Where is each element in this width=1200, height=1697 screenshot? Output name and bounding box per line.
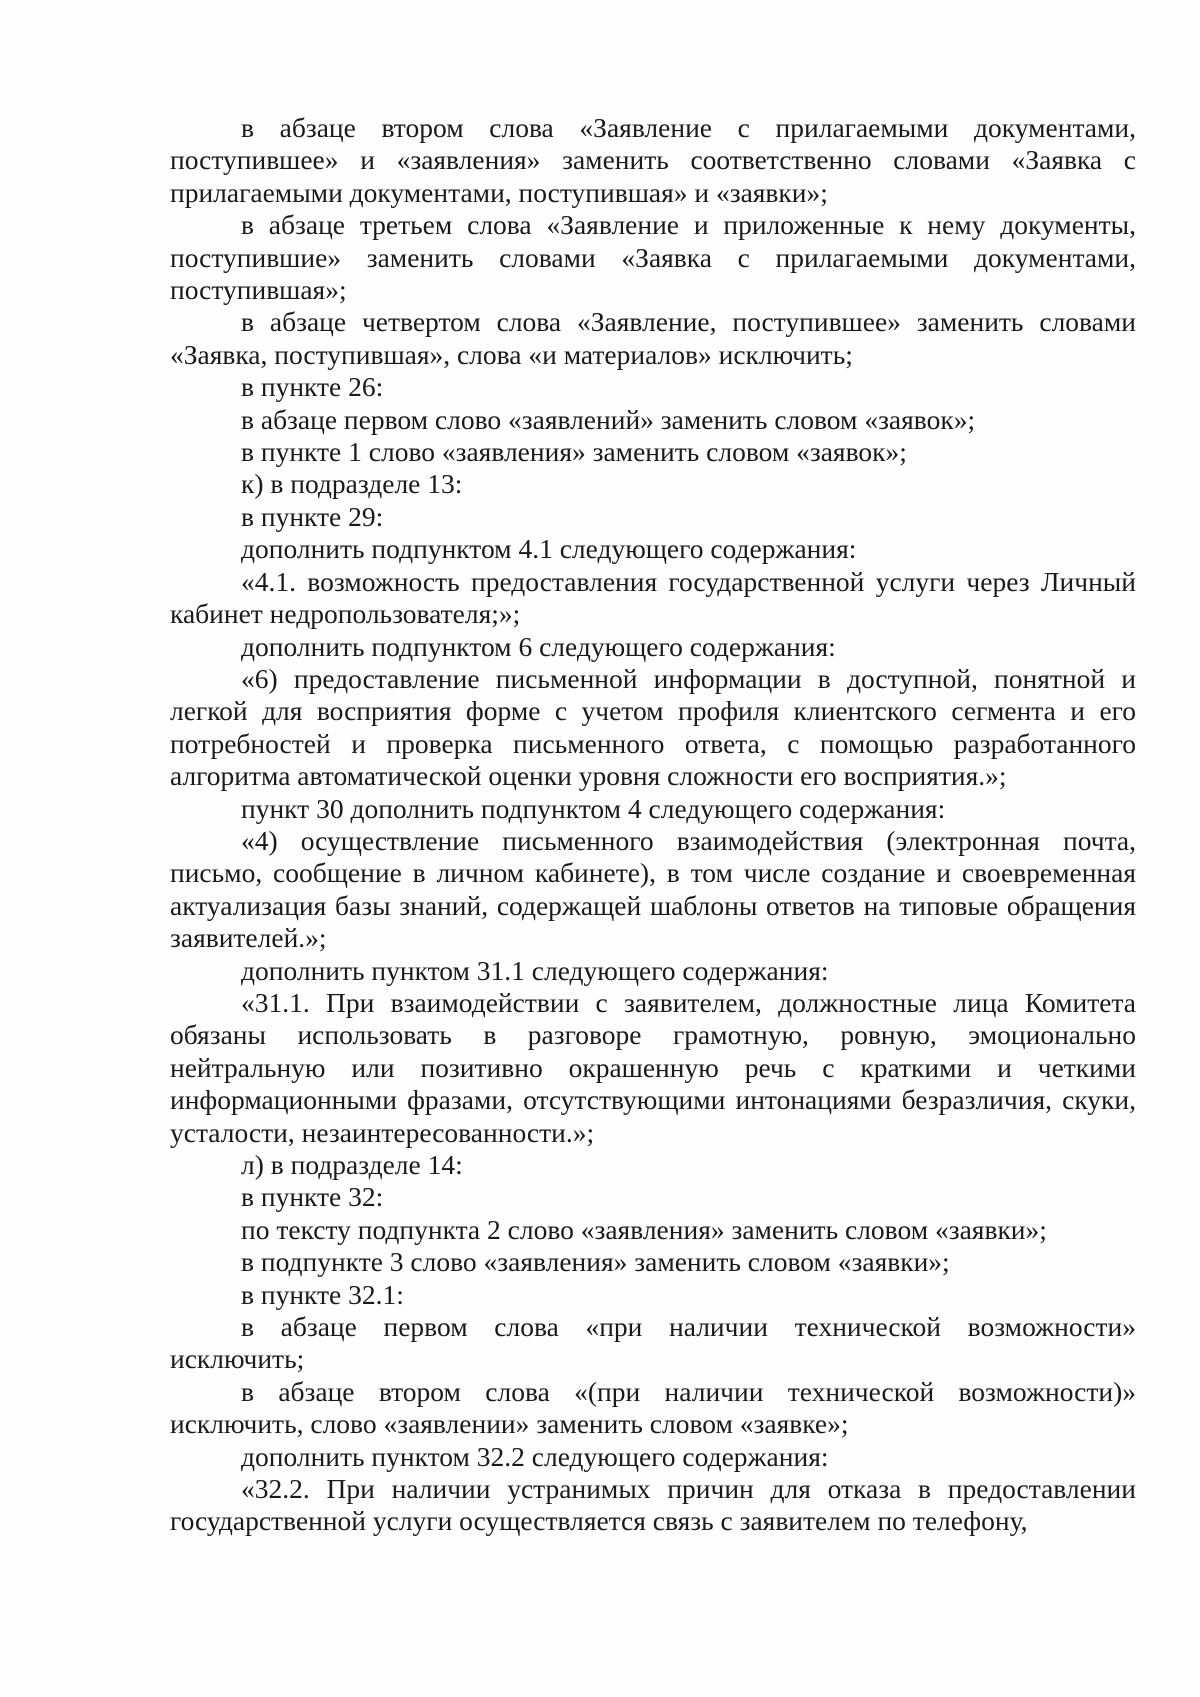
- paragraph: в подпункте 3 слово «заявления» заменить словом «заявки»;: [241, 1246, 950, 1278]
- document-body: [170, 112, 1136, 1538]
- paragraph: в абзаце четвертом слова «Заявление, поступившее» заменить словами «Заявка, поступившая», слова «и материалов» исключить;: [170, 306, 1136, 370]
- paragraph: дополнить подпунктом 4.1 следующего содержания:: [241, 533, 857, 565]
- paragraph: дополнить пунктом 32.2 следующего содержания:: [241, 1440, 829, 1472]
- paragraph: пункт 30 дополнить подпунктом 4 следующего содержания:: [241, 792, 946, 824]
- paragraph: в абзаце третьем слова «Заявление и приложенные к нему документы, поступившие» заменить словами «Заявка с прилагаемыми документами, поступившая»;: [170, 209, 1136, 306]
- paragraph: к) в подразделе 13:: [241, 468, 463, 500]
- paragraph: в абзаце втором слова «Заявление с прилагаемыми документами, поступившее» и «заявления» заменить соответственно словами «Заявка с прилагаемыми документами, поступившая» и «заявки»;: [170, 112, 1136, 208]
- paragraph: в абзаце втором слова «(при наличии технической возможности)» исключить, слово «заявлении» заменить словом «заявке»;: [170, 1375, 1136, 1440]
- paragraph: «4) осуществление письменного взаимодействия (электронная почта, письмо, сообщение в личном кабинете), в том числе создание и своевременная актуализация базы знаний, содержащей шаблоны ответов на типовые обращения заявителей.»;: [170, 824, 1136, 954]
- paragraph: по тексту подпункта 2 слово «заявления» заменить словом «заявки»;: [241, 1213, 1047, 1245]
- paragraph: дополнить подпунктом 6 следующего содержания:: [241, 630, 836, 662]
- paragraph: в пункте 29:: [241, 500, 384, 532]
- paragraph: в пункте 32:: [241, 1181, 384, 1213]
- paragraph: в абзаце первом слова «при наличии технической возможности» исключить;: [170, 1311, 1136, 1375]
- paragraph: в абзаце первом слово «заявлений» заменить словом «заявок»;: [241, 403, 976, 435]
- paragraph: «31.1. При взаимодействии с заявителем, должностные лица Комитета обязаны использовать в разговоре грамотную, ровную, эмоционально нейтральную или позитивно окрашенную речь с краткими и четкими информационными фразами, отсутствующими интонациями безразличия, скуки, усталости, незаинтересованности.»;: [170, 986, 1136, 1148]
- paragraph: дополнить пунктом 31.1 следующего содержания:: [241, 954, 829, 986]
- paragraph: в пункте 26:: [241, 371, 384, 403]
- paragraph: «32.2. При наличии устранимых причин для отказа в предоставлении государственной услуги осуществляется связь с заявителем по телефону,: [170, 1473, 1136, 1537]
- paragraph: в пункте 1 слово «заявления» заменить словом «заявок»;: [241, 436, 907, 468]
- paragraph: «4.1. возможность предоставления государственной услуги через Личный кабинет недропользователя;»;: [170, 565, 1136, 630]
- paragraph: л) в подразделе 14:: [241, 1149, 463, 1180]
- paragraph: в пункте 32.1:: [241, 1278, 404, 1310]
- paragraph: «6) предоставление письменной информации в доступной, понятной и легкой для восприятия форме с учетом профиля клиентского сегмента и его потребностей и проверка письменного ответа, с помощью разработанного алгоритма автоматической оценки уровня сложности его восприятия.»;: [170, 662, 1136, 792]
